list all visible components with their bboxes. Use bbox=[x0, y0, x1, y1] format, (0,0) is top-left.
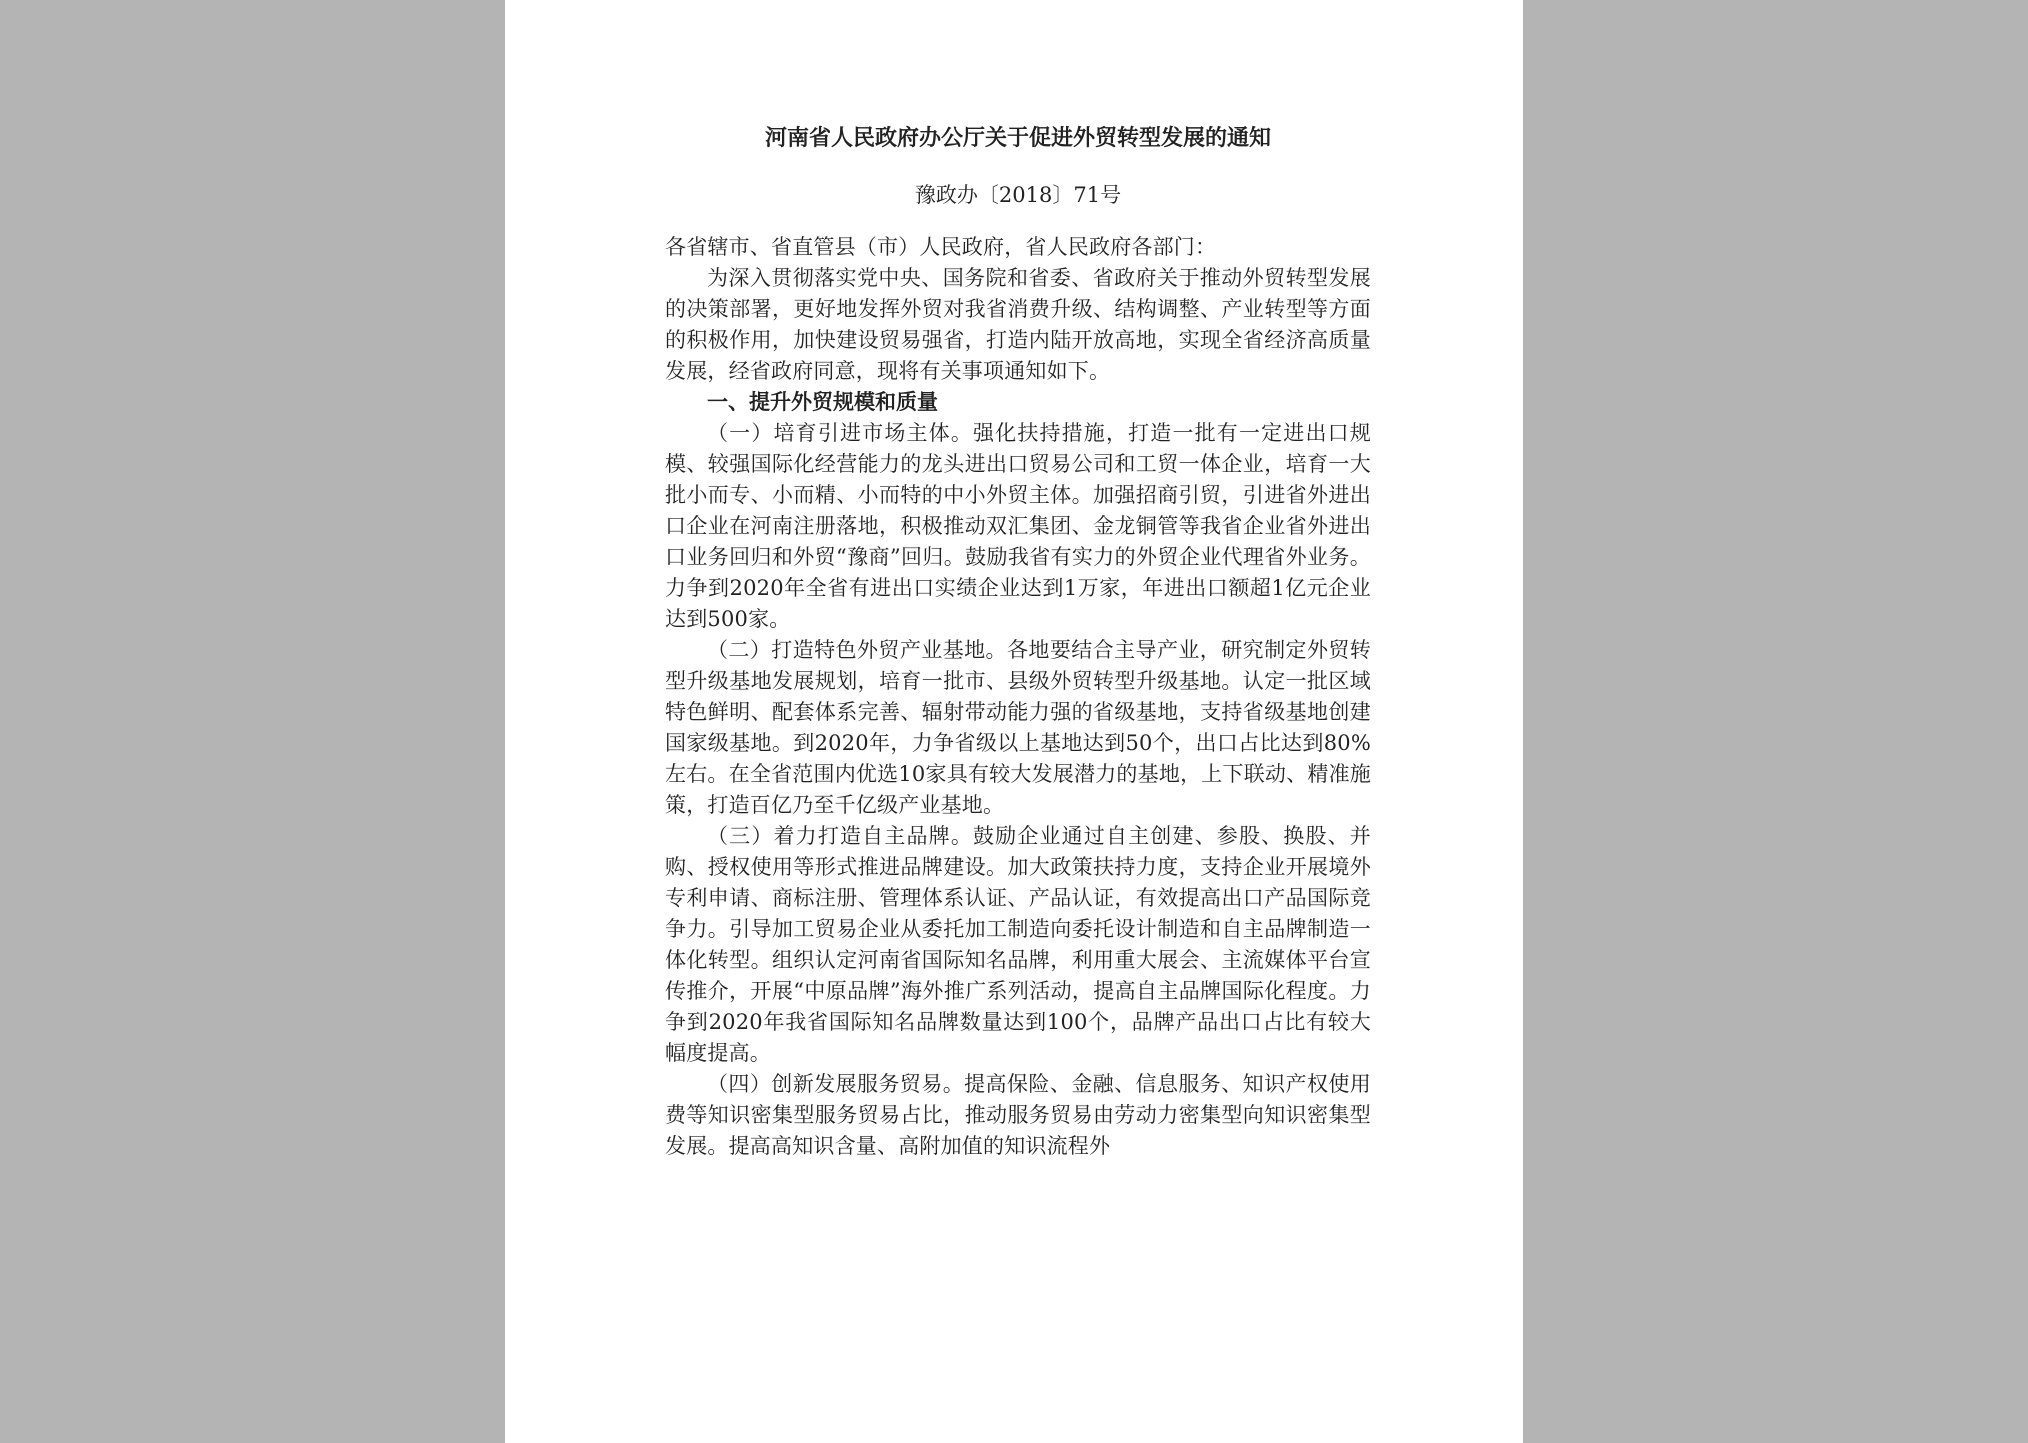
section-heading: 一、提升外贸规模和质量 bbox=[707, 390, 938, 414]
page-content bbox=[665, 116, 1371, 1162]
document-number: 豫政办〔2018〕71号 bbox=[914, 183, 1122, 207]
paragraph-item-3: （三）着力打造自主品牌。鼓励企业通过自主创建、参股、换股、并购、授权使用等形式推进品牌建设。加大政策扶持力度，支持企业开展境外专利申请、商标注册、管理体系认证、产品认证，有效提高出口产品国际竞争力。引导加工贸易企业从委托加工制造向委托设计制造和自主品牌制造一体化转型。组织认定河南省国际知名品牌，利用重大展会、主流媒体平台宣传推介，开展“中原品牌”海外推广系列活动，提高自主品牌国际化程度。力争到2020年我省国际知名品牌数量达到100个，品牌产品出口占比有较大幅度提高。 bbox=[665, 824, 1371, 1065]
salutation: 各省辖市、省直管县（市）人民政府，省人民政府各部门： bbox=[665, 235, 1217, 259]
document-page bbox=[505, 0, 1523, 1443]
paragraph-item-4: （四）创新发展服务贸易。提高保险、金融、信息服务、知识产权使用费等知识密集型服务贸易占比，推动服务贸易由劳动力密集型向知识密集型发展。提高高知识含量、高附加值的知识流程外 bbox=[665, 1072, 1371, 1158]
paragraph-item-1: （一）培育引进市场主体。强化扶持措施，打造一批有一定进出口规模、较强国际化经营能力的龙头进出口贸易公司和工贸一体企业，培育一大批小而专、小而精、小而特的中小外贸主体。加强招商引贸，引进省外进出口企业在河南注册落地，积极推动双汇集团、金龙铜管等我省企业省外进出口业务回归和外贸“豫商”回归。鼓励我省有实力的外贸企业代理省外业务。力争到2020年全省有进出口实绩企业达到1万家，年进出口额超1亿元企业达到500家。 bbox=[665, 421, 1371, 631]
document-title: 河南省人民政府办公厅关于促进外贸转型发展的通知 bbox=[764, 126, 1271, 151]
intro-paragraph: 为深入贯彻落实党中央、国务院和省委、省政府关于推动外贸转型发展的决策部署，更好地发挥外贸对我省消费升级、结构调整、产业转型等方面的积极作用，加快建设贸易强省，打造内陆开放高地，实现全省经济高质量发展，经省政府同意，现将有关事项通知如下。 bbox=[665, 266, 1371, 383]
paragraph-item-2: （二）打造特色外贸产业基地。各地要结合主导产业，研究制定外贸转型升级基地发展规划，培育一批市、县级外贸转型升级基地。认定一批区域特色鲜明、配套体系完善、辐射带动能力强的省级基地，支持省级基地创建国家级基地。到2020年，力争省级以上基地达到50个，出口占比达到80%左右。在全省范围内优选10家具有较大发展潜力的基地，上下联动、精准施策，打造百亿乃至千亿级产业基地。 bbox=[665, 638, 1371, 817]
